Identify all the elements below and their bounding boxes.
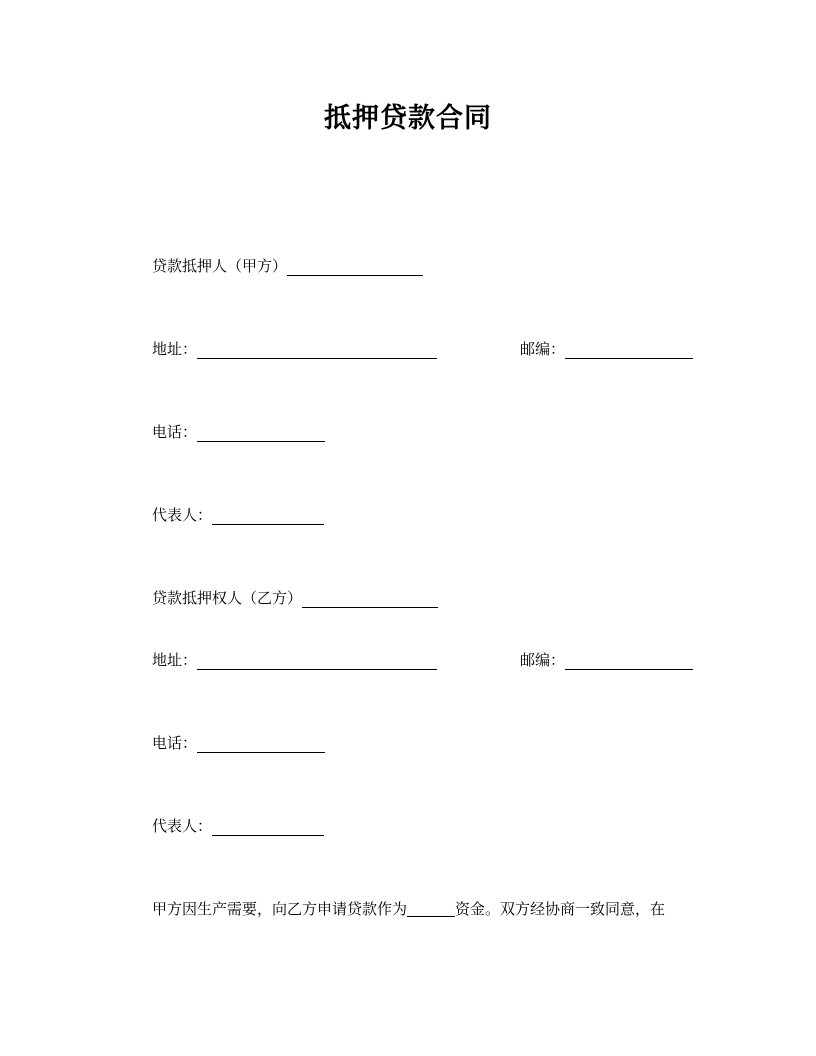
party-a-representative-row	[152, 504, 324, 526]
party-a-postcode-label: 邮编：	[520, 340, 566, 358]
party-a-phone-blank[interactable]	[197, 421, 325, 442]
party-b-postcode-label: 邮编：	[520, 651, 566, 669]
party-b-phone-row	[152, 732, 325, 754]
party-a-address-label: 地址：	[152, 340, 198, 358]
party-a-heading-row	[152, 255, 423, 277]
party-b-postcode-blank[interactable]	[565, 649, 693, 670]
party-b-address-label: 地址：	[152, 651, 198, 669]
body-text-after-blank: 资金。双方经协商一致同意，在	[455, 900, 666, 918]
party-b-representative-row	[152, 815, 324, 837]
party-b-address-blank[interactable]	[197, 649, 437, 670]
party-b-phone-blank[interactable]	[197, 732, 325, 753]
party-b-heading-row	[152, 587, 438, 609]
party-a-postcode-group	[520, 338, 693, 360]
party-b-representative-blank[interactable]	[212, 815, 324, 836]
party-b-address-row	[152, 649, 712, 671]
party-b-phone-label: 电话：	[152, 734, 198, 752]
party-b-name-blank[interactable]	[302, 587, 438, 608]
contract-body-paragraph	[152, 898, 712, 920]
party-a-phone-label: 电话：	[152, 423, 198, 441]
party-b-representative-label: 代表人：	[152, 817, 213, 835]
document-title: 抵押贷款合同	[324, 103, 492, 134]
party-a-representative-blank[interactable]	[212, 504, 324, 525]
body-text-before-blank: 甲方因生产需要，向乙方申请贷款作为	[152, 900, 408, 918]
party-b-postcode-group	[520, 649, 693, 671]
party-a-postcode-blank[interactable]	[565, 338, 693, 359]
party-a-heading: 贷款抵押人（甲方）	[152, 257, 288, 275]
party-a-address-row	[152, 338, 712, 360]
party-a-name-blank[interactable]	[287, 255, 423, 276]
party-b-heading: 贷款抵押权人（乙方）	[152, 589, 303, 607]
party-a-address-blank[interactable]	[197, 338, 437, 359]
party-a-phone-row	[152, 421, 325, 443]
party-a-representative-label: 代表人：	[152, 506, 213, 524]
loan-purpose-blank[interactable]	[407, 898, 455, 917]
